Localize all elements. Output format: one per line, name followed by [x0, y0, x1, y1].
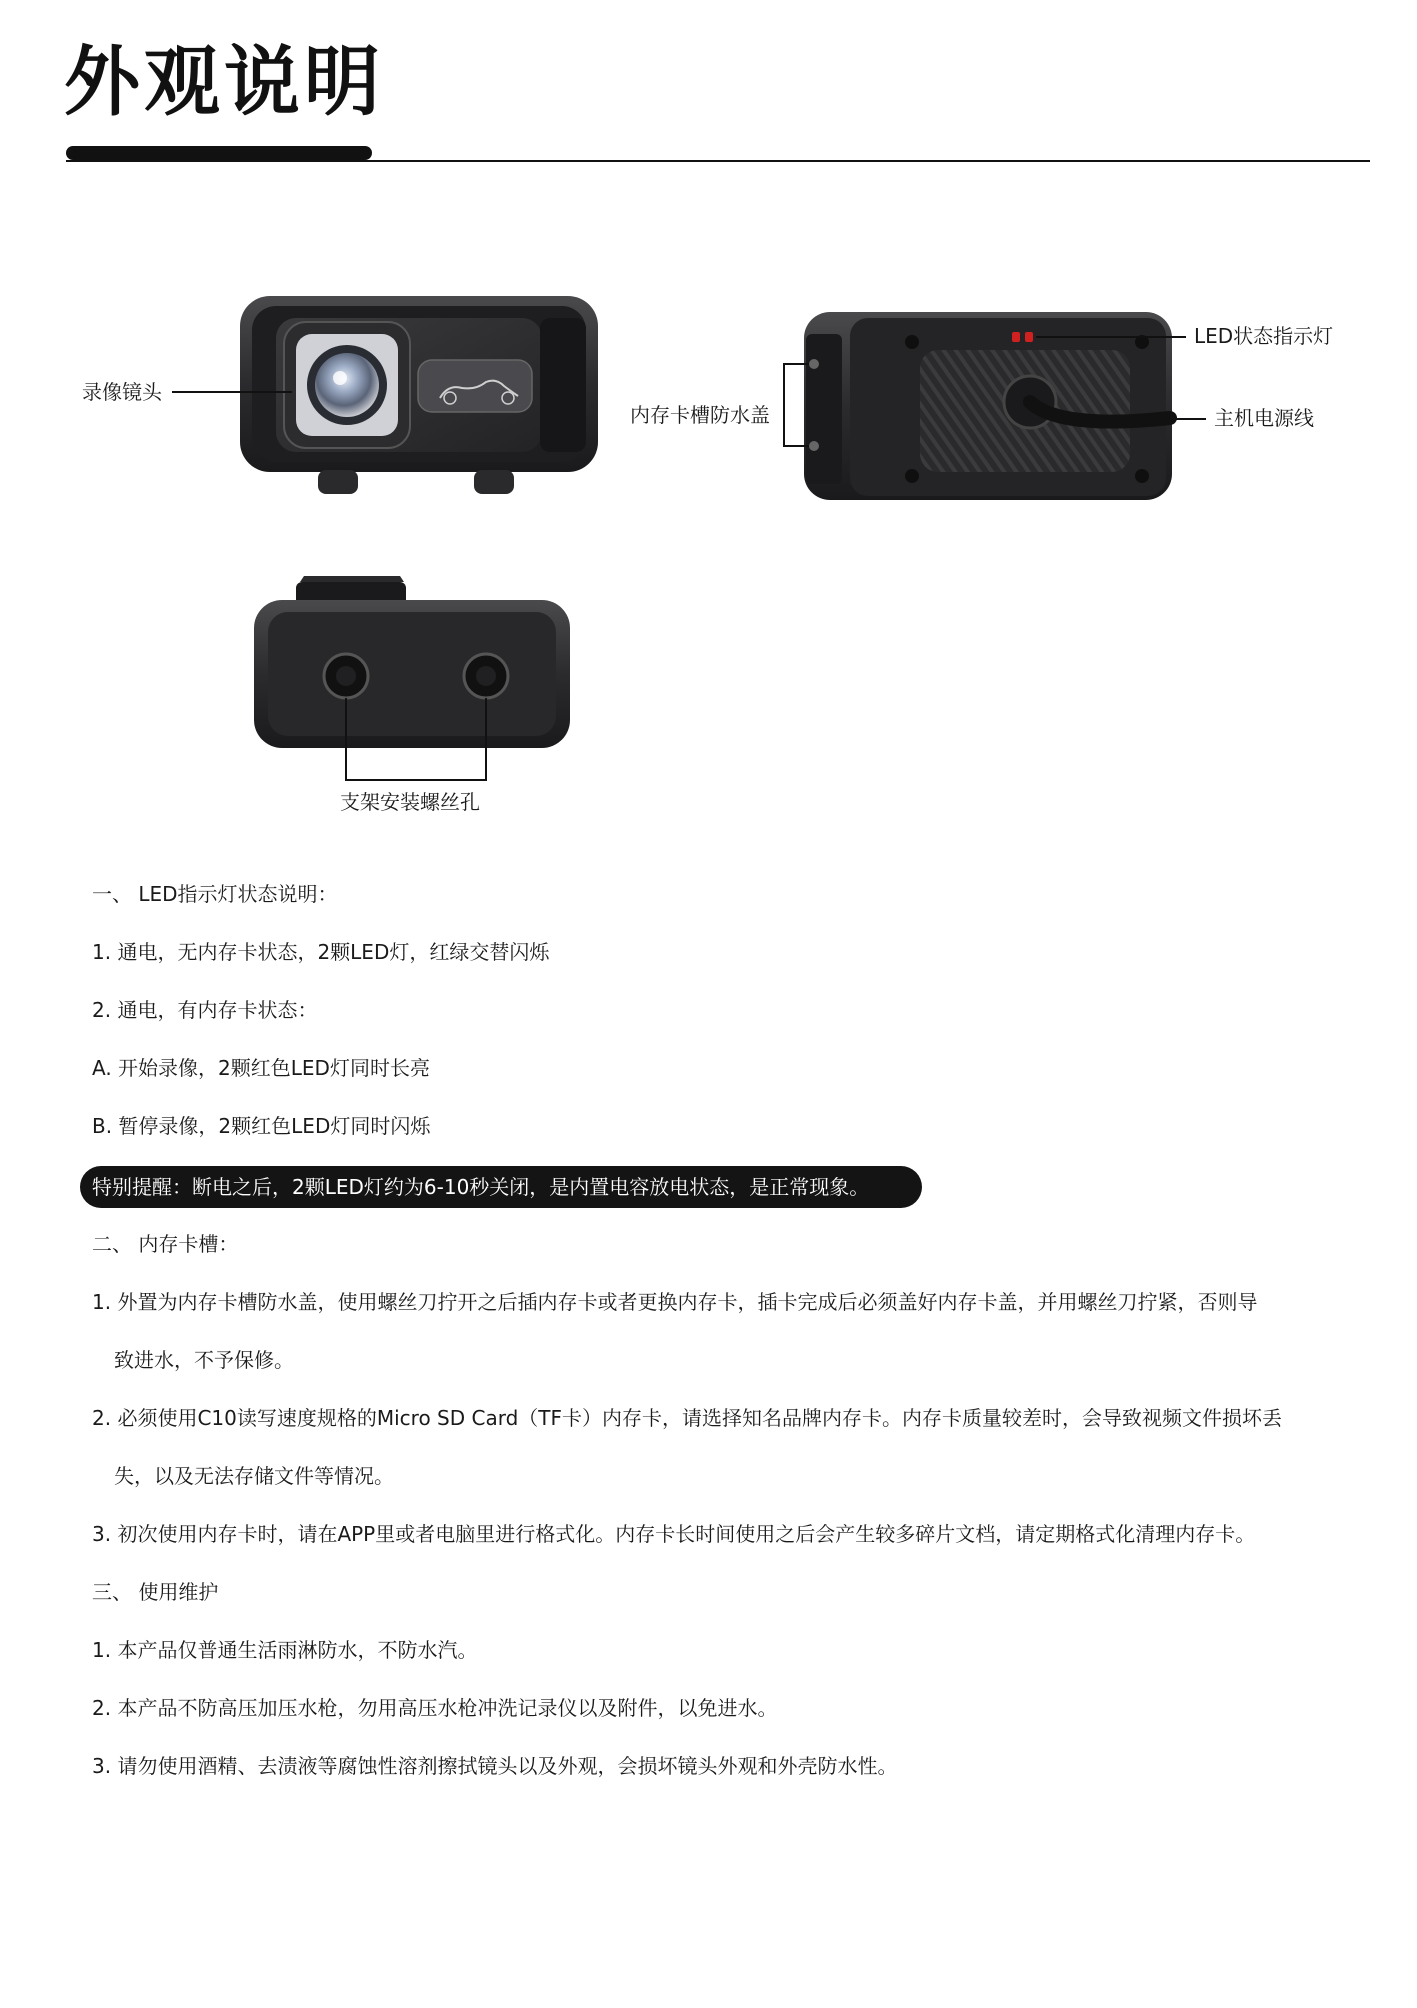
bottom-view	[254, 576, 570, 780]
maintenance-item-3: 3. 请勿使用酒精、去渍液等腐蚀性溶剂擦拭镜头以及外观，会损坏镜头外观和外壳防水性。	[92, 1754, 898, 1778]
label-lens: 录像镜头	[82, 380, 162, 404]
label-mount-holes: 支架安装螺丝孔	[340, 790, 480, 814]
label-led-indicator: LED状态指示灯	[1194, 324, 1334, 348]
label-card-cover: 内存卡槽防水盖	[630, 403, 770, 427]
led-line-1: 1. 通电，无内存卡状态，2颗LED灯，红绿交替闪烁	[92, 940, 550, 964]
camera-lens-icon	[315, 353, 379, 417]
maintenance-item-1: 1. 本产品仅普通生活雨淋防水，不防水汽。	[92, 1638, 478, 1662]
front-view	[172, 296, 598, 494]
led-line-2: 2. 通电，有内存卡状态：	[92, 998, 318, 1022]
card-item-1b: 致进水，不予保修。	[114, 1348, 294, 1372]
section-maintenance-heading: 三、 使用维护	[92, 1580, 219, 1604]
special-notice-text: 特别提醒：断电之后，2颗LED灯约为6-10秒关闭，是内置电容放电状态，是正常现象。	[92, 1175, 870, 1199]
card-item-2b: 失，以及无法存储文件等情况。	[114, 1464, 394, 1488]
card-item-3: 3. 初次使用内存卡时，请在APP里或者电脑里进行格式化。内存卡长时间使用之后会产生较多碎片文档，请定期格式化清理内存卡。	[92, 1522, 1256, 1546]
led-indicator-icon	[1012, 332, 1020, 342]
label-power-cable: 主机电源线	[1214, 406, 1314, 430]
maintenance-item-2: 2. 本产品不防高压加压水枪，勿用高压水枪冲洗记录仪以及附件，以免进水。	[92, 1696, 778, 1720]
section-card-heading: 二、 内存卡槽：	[92, 1232, 239, 1256]
card-item-1a: 1. 外置为内存卡槽防水盖，使用螺丝刀拧开之后插内存卡或者更换内存卡，插卡完成后必须盖好内存卡盖，并用螺丝刀拧紧，否则导	[92, 1290, 1258, 1314]
led-line-4: B. 暂停录像，2颗红色LED灯同时闪烁	[92, 1114, 431, 1138]
card-item-2a: 2. 必须使用C10读写速度规格的Micro SD Card（TF卡）内存卡，请选择知名品牌内存卡。内存卡质量较差时，会导致视频文件损坏丢	[92, 1406, 1282, 1430]
section-led-heading: 一、 LED指示灯状态说明：	[92, 882, 338, 906]
led-line-3: A. 开始录像，2颗红色LED灯同时长亮	[92, 1056, 430, 1080]
special-notice-banner	[80, 1166, 922, 1208]
rear-view	[784, 312, 1206, 500]
page-title: 外观说明	[64, 37, 384, 126]
